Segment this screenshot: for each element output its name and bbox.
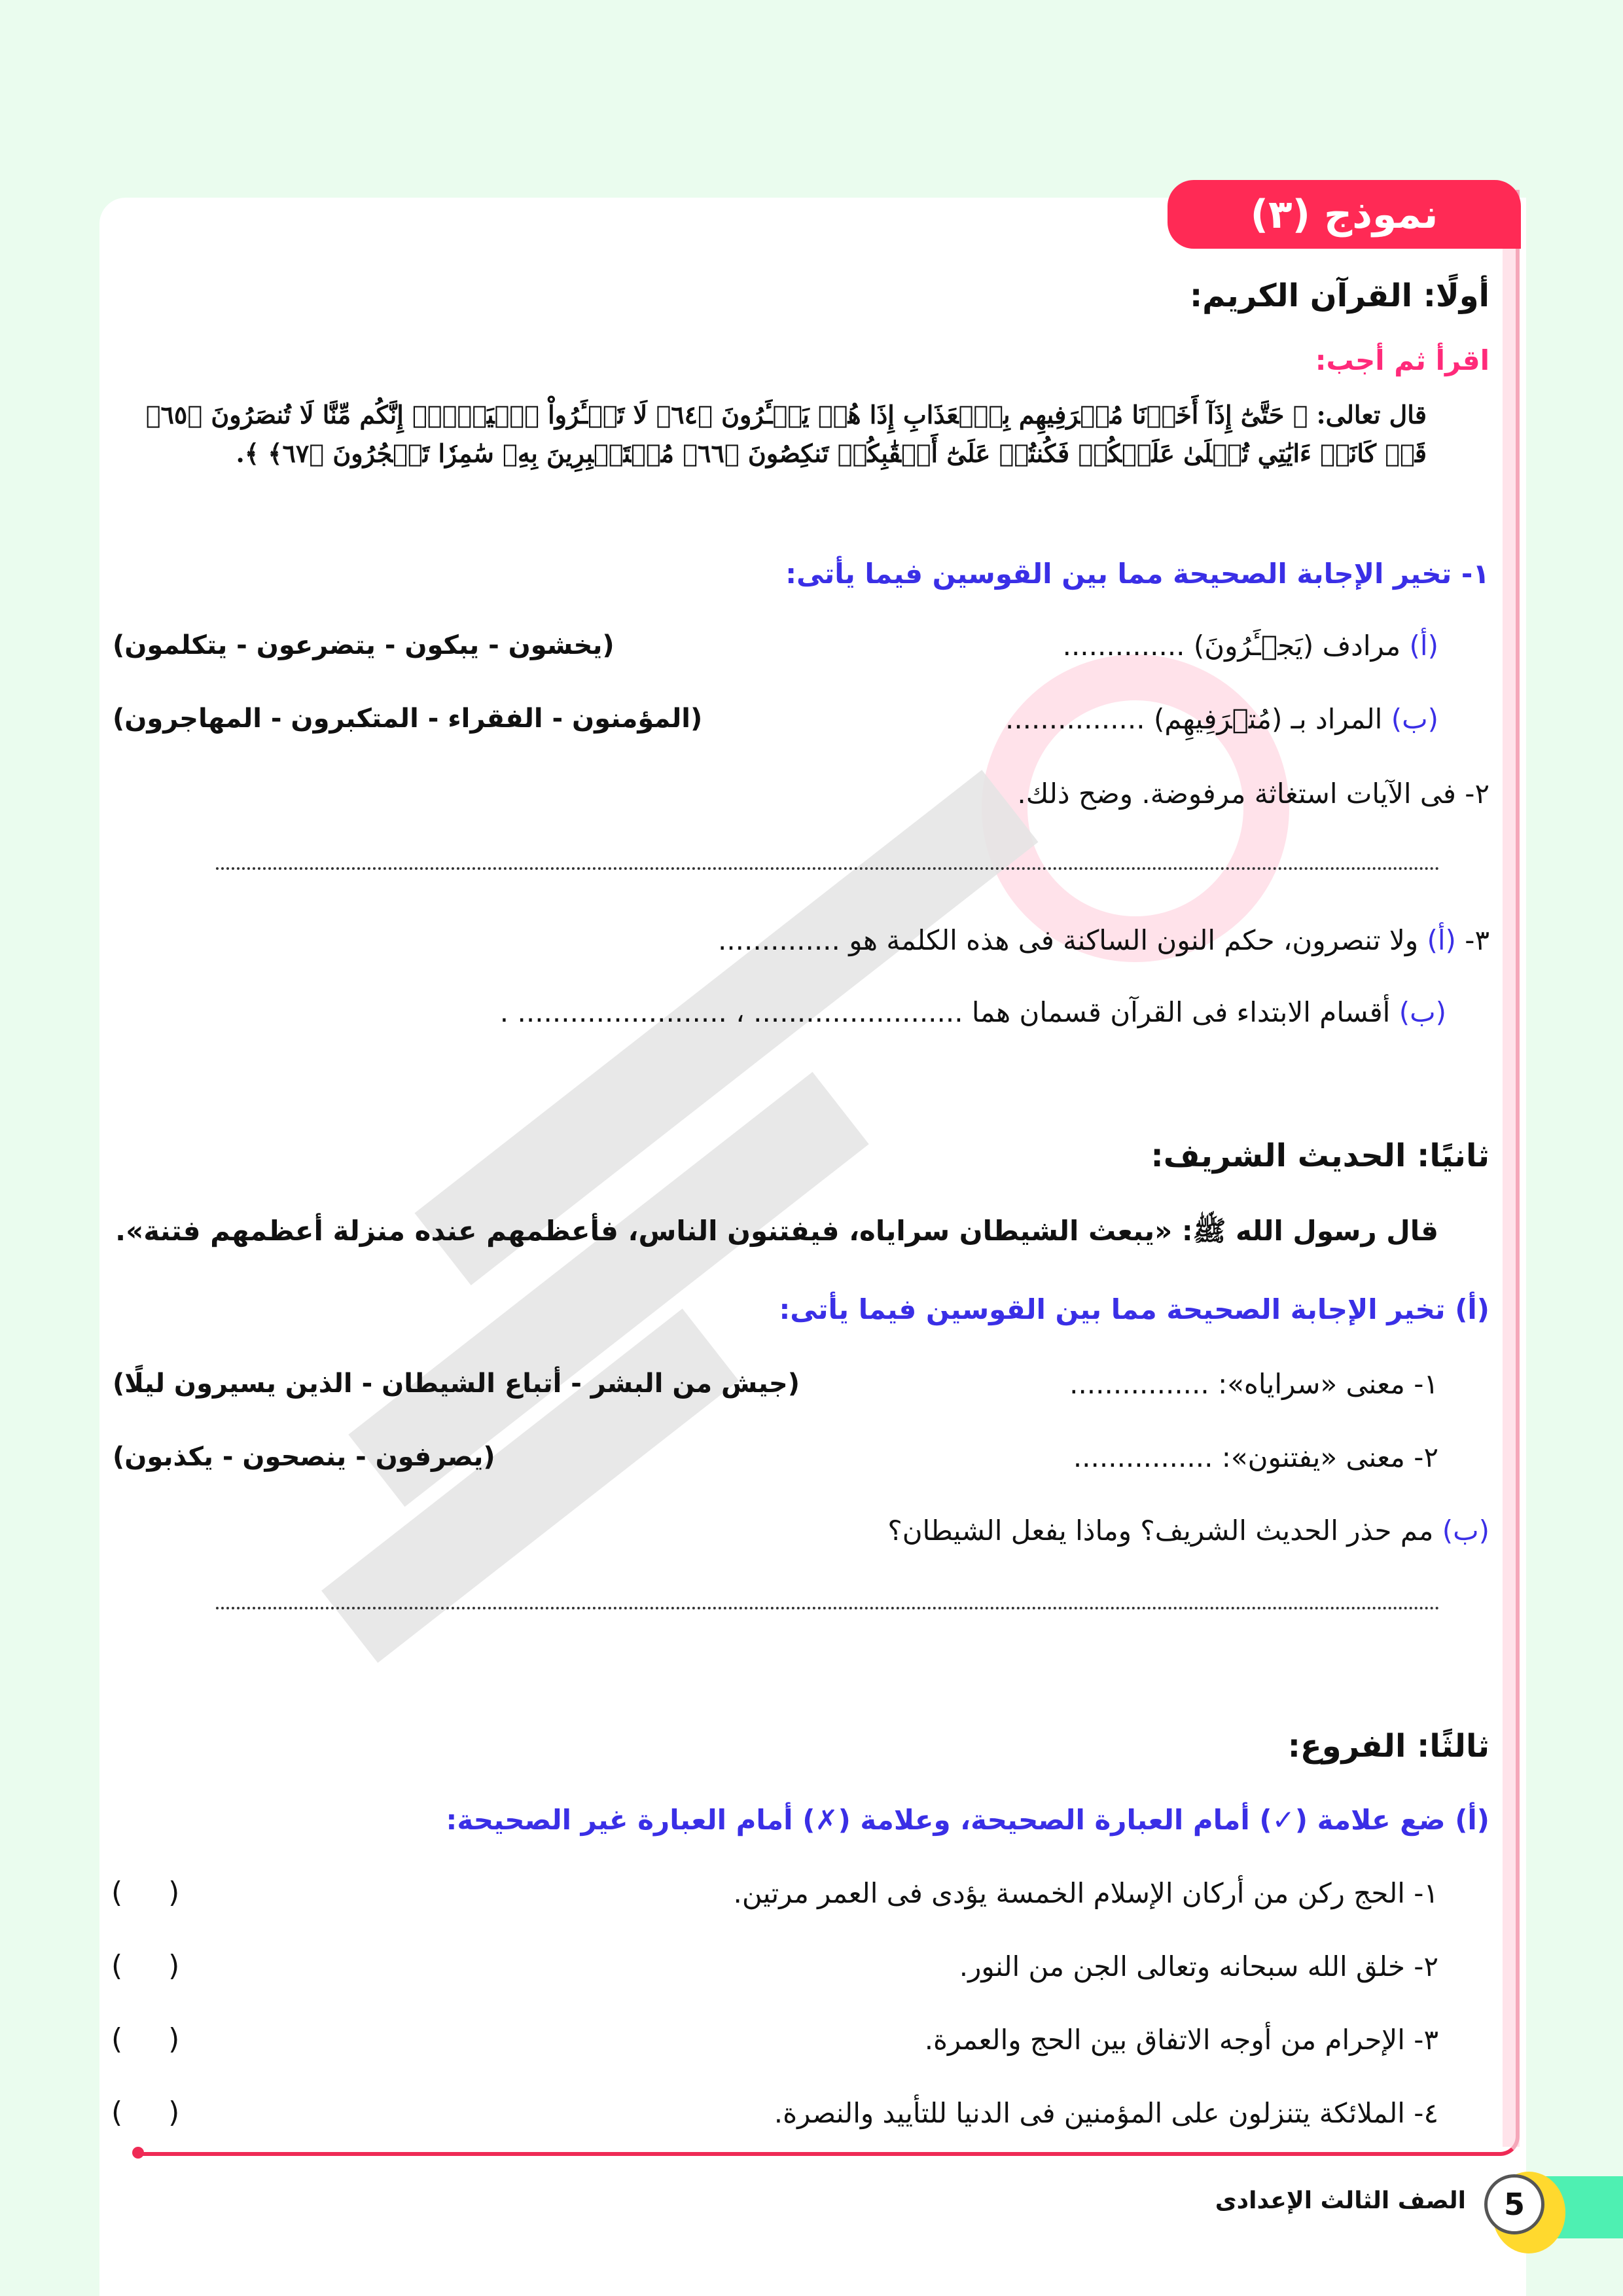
- question-3b: [111, 996, 1446, 1029]
- question-1a: [1063, 630, 1438, 662]
- item-number: ٣-: [1465, 924, 1489, 956]
- hadith-text: قال رسول الله ﷺ: «يبعث الشيطان سراياه، فيفتنون الناس، فأعظمهم عنده منزلة أعظمهم فتنة».: [115, 1215, 1438, 1247]
- question-b: [887, 1515, 1489, 1547]
- answer-line[interactable]: [216, 1607, 1440, 1609]
- item-label: (أ): [1427, 924, 1456, 956]
- options: (يخشون - يبكون - يتضرعون - يتكلمون): [113, 630, 615, 660]
- instruction: اقرأ ثم أجب:: [1315, 344, 1489, 376]
- question-1b: [1005, 703, 1438, 736]
- question-a: (أ) ضع علامة (✓) أمام العبارة الصحيحة، وعلامة (✗) أمام العبارة غير الصحيحة:: [446, 1804, 1489, 1836]
- options: (يصرفون - ينصحون - يكذبون): [113, 1442, 495, 1472]
- item-text: المراد بـ (مُتۡرَفِيهِم) ................: [1005, 703, 1383, 735]
- item-text: مم حذر الحديث الشريف؟ وماذا يفعل الشيطان؟: [887, 1515, 1434, 1547]
- section-heading-quran: أولًا: القرآن الكريم:: [1189, 278, 1489, 314]
- statement: ١- الحج ركن من أركان الإسلام الخمسة يؤدى فى العمر مرتين.: [733, 1877, 1438, 1909]
- question-2: ٢- فى الآيات استغاثة مرفوضة. وضح ذلك.: [1017, 778, 1489, 810]
- answer-blank[interactable]: ( ): [111, 2096, 180, 2129]
- question-a2: ٢- معنى «يفتنون»: ................: [1073, 1441, 1438, 1473]
- section-heading-hadith: ثانيًا: الحديث الشريف:: [1150, 1138, 1489, 1174]
- answer-blank[interactable]: ( ): [111, 1949, 180, 1982]
- page-number: 5: [1484, 2174, 1544, 2234]
- frame-dot: [132, 2147, 144, 2159]
- item-label: (ب): [1442, 1515, 1489, 1547]
- item-label: (ب): [1399, 996, 1446, 1028]
- answer-blank[interactable]: ( ): [111, 2022, 180, 2056]
- statement: ٤- الملائكة يتنزلون على المؤمنين فى الدنيا للتأييد والنصرة.: [774, 2097, 1438, 2129]
- answer-blank[interactable]: ( ): [111, 1876, 180, 1909]
- answer-line[interactable]: [216, 867, 1440, 870]
- verse-line: تُتۡلَىٰ عَلَيۡكُمۡ فَكُنتُمۡ عَلَىٰٓ أَعۡقَٰبِكُمۡ تَنكِصُونَ ﴿٦٦﴾ مُسۡتَكۡبِرِينَ بِهِۦ سَٰمِرٗا تَهۡجُرُونَ ﴿٦٧﴾ ﴾.: [236, 438, 1249, 468]
- question-3a: [111, 924, 1489, 957]
- grade-label: الصف الثالث الإعدادى: [1215, 2187, 1466, 2214]
- item-label: (أ): [1409, 630, 1438, 662]
- question-a1: ١- معنى «سراياه»: ................: [1069, 1368, 1438, 1400]
- verse-line: قال تعالى: ﴿ حَتَّىٰٓ إِذَآ أَخَذۡنَا مُتۡرَفِيهِم بِٱلۡعَذَابِ إِذَا هُمۡ يَجۡـَٔرُونَ ﴿٦٤﴾ لَا تَجۡـَٔرُواْ ٱلۡيَوۡمَۖ إِنَّكُم مِّنَّا لَا تُنصَرُونَ ﴿٦٥﴾ قَدۡ كَانَتۡ ءَايَٰتِي: [145, 400, 1427, 468]
- section-heading-branches: ثالثًا: الفروع:: [1287, 1728, 1489, 1765]
- item-text: ولا تنصرون، حكم النون الساكنة فى هذه الكلمة هو ..............: [717, 924, 1419, 956]
- options: (جيش من البشر - أتباع الشيطان - الذين يسيرون ليلًا): [113, 1369, 800, 1399]
- statement: ٣- الإحرام من أوجه الاتفاق بين الحج والعمرة.: [924, 2024, 1438, 2056]
- question-a: (أ) تخير الإجابة الصحيحة مما بين القوسين فيما يأتى:: [779, 1293, 1489, 1325]
- options: (المؤمنون - الفقراء - المتكبرون - المهاجرون): [113, 704, 703, 734]
- verse-text: [111, 396, 1427, 473]
- page-title: نموذج (٣): [1168, 180, 1521, 249]
- item-label: (ب): [1391, 703, 1438, 735]
- statement: ٢- خلق الله سبحانه وتعالى الجن من النور.: [959, 1950, 1438, 1982]
- question-1: ١- تخير الإجابة الصحيحة مما بين القوسين فيما يأتى:: [785, 558, 1489, 590]
- item-text: أقسام الابتداء فى القرآن قسمان هما ........................ ، ........................ .: [499, 996, 1391, 1028]
- item-text: مرادف (يَجۡـَٔرُونَ) ..............: [1062, 630, 1401, 662]
